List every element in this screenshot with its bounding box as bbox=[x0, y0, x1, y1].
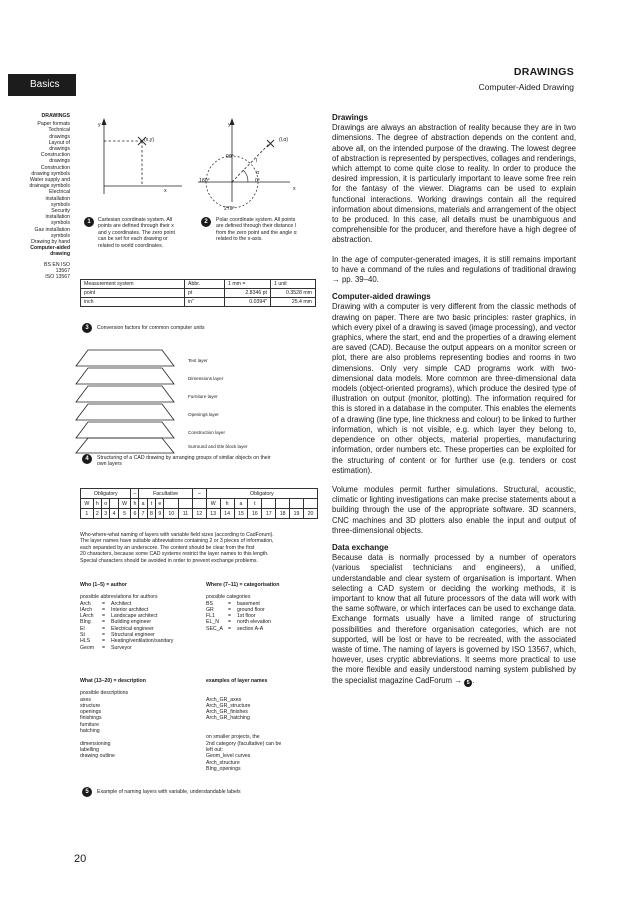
sidebar-item: installation bbox=[45, 195, 70, 202]
list-item: axes bbox=[80, 696, 91, 703]
figure-caption: Structuring of a CAD drawing by arranging groups of similar objects on their own layers bbox=[97, 455, 271, 468]
list-item: Arch_GR_structure bbox=[206, 702, 251, 709]
section-heading: Where (7–11) = categorisation bbox=[206, 582, 280, 588]
paragraph: Drawings are always an abstraction of reality because they are in two dimensions. The degree of abstraction depends on the content and, above all, on the intended purpose of the drawing. The lowest degree of abstraction is represented by perspectives, collages and renderings, which attempt to come quite close to reality. In order to produce the desired impression, it is particularly important to leave some free rein for the fantasy of the viewer. Diagrams can be used to explain functional interactions. Working drawings contain all the required information about dimensions, materials and arrangement of the object to be produced. In this case, all details must be unambiguous and comprehensible for the producer, and therefore have a high degree of abstraction. bbox=[332, 123, 577, 245]
list-item: labelling bbox=[80, 746, 100, 753]
list-item: FL1 = 1st floor bbox=[206, 613, 256, 620]
table-cell bbox=[276, 499, 290, 509]
table-cell bbox=[179, 499, 193, 509]
table-cell: 13 bbox=[206, 509, 220, 519]
section-heading: Data exchange bbox=[332, 542, 389, 552]
page-number: 20 bbox=[74, 853, 87, 865]
layer-name-table bbox=[80, 488, 318, 519]
y-axis-label: y bbox=[228, 122, 231, 128]
table-cell bbox=[290, 499, 304, 509]
table-cell: 7 bbox=[139, 509, 147, 519]
table-row bbox=[81, 289, 316, 298]
table-cell bbox=[262, 499, 276, 509]
table-cell: 16 bbox=[248, 509, 262, 519]
list-item: El = Electrical engineer bbox=[80, 625, 154, 632]
table-header-row bbox=[81, 280, 316, 289]
sidebar-item: Security bbox=[51, 208, 70, 215]
list-item: IArch = Interior architect bbox=[80, 606, 149, 613]
table-cell: 9 bbox=[156, 509, 164, 519]
table-row bbox=[81, 509, 318, 519]
table-cell: t bbox=[147, 499, 155, 509]
list-item: left out: bbox=[206, 746, 224, 753]
table-cell: W bbox=[118, 499, 131, 509]
angle-label: 0° bbox=[255, 178, 260, 184]
table-cell: 5 bbox=[118, 509, 131, 519]
table-cell: inch bbox=[81, 298, 185, 307]
table-cell: h bbox=[93, 499, 101, 509]
table-cell: point bbox=[81, 289, 185, 298]
polar-diagram bbox=[190, 114, 320, 214]
layer-label: Openings layer bbox=[188, 412, 219, 417]
table-header: 1 unit bbox=[271, 280, 316, 289]
sidebar-item: drainage symbols bbox=[29, 183, 70, 190]
table-cell: h bbox=[131, 499, 139, 509]
page-subtitle: Computer-Aided Drawing bbox=[478, 82, 574, 92]
list-item: LArch = Landscape architect bbox=[80, 613, 158, 620]
layer-label: Furniture layer bbox=[188, 394, 218, 399]
who-section: Who (1–5) = author possible abbreviations for authors Arch = Architect IArch = Interior architect LArch = Landscape architect BIng = Building engineer El = Electrical engineer St = Structural engineer HLS = Heating/ventilation/sanitary Geom = Surveyor bbox=[80, 582, 200, 651]
sidebar-item: BS EN ISO bbox=[44, 261, 70, 268]
distance-symbol: l bbox=[256, 158, 258, 164]
list-item: structure bbox=[80, 702, 101, 709]
table-row bbox=[81, 499, 318, 509]
list-item: openings bbox=[80, 709, 102, 716]
list-item: GR = ground floor bbox=[206, 606, 265, 613]
section-heading: Who (1–5) = author bbox=[80, 582, 127, 588]
sidebar-item: installation bbox=[45, 214, 70, 221]
layer-label: Surround and title block layer bbox=[188, 444, 248, 449]
figure-caption: Polar coordinate system. All points are defined through their distance l from the zero point and the angle α related to the x-axis. bbox=[216, 217, 297, 243]
section-tab: Basics bbox=[8, 74, 76, 96]
table-cell bbox=[303, 499, 317, 509]
conversion-table bbox=[80, 279, 316, 307]
page-title: DRAWINGS bbox=[513, 66, 574, 78]
table-cell: 6 bbox=[131, 509, 139, 519]
angle-label: 90° bbox=[226, 154, 234, 160]
sidebar-nav bbox=[8, 113, 70, 280]
table-cell bbox=[192, 499, 206, 509]
sidebar-item: Drawing by hand bbox=[31, 239, 70, 246]
list-item: St = Structural engineer bbox=[80, 632, 155, 639]
list-item: Arch_GR_hatching bbox=[206, 715, 250, 722]
table-cell: 19 bbox=[290, 509, 304, 519]
point-label: (l,α) bbox=[279, 137, 289, 143]
sidebar-item: drawing symbols bbox=[31, 170, 70, 177]
table-header: Measurement system bbox=[81, 280, 185, 289]
list-item: Arch_GR_axes bbox=[206, 696, 242, 703]
sidebar-item: symbols bbox=[50, 201, 70, 208]
table-cell: 17 bbox=[262, 509, 276, 519]
sidebar-item: Layout of bbox=[48, 139, 70, 146]
list-item: HLS = Heating/ventilation/sanitary bbox=[80, 638, 174, 645]
table-cell: – bbox=[131, 489, 139, 499]
layer-label: Text layer bbox=[188, 358, 208, 363]
table-row bbox=[81, 489, 318, 499]
y-axis-label: y bbox=[98, 122, 101, 128]
body-text bbox=[332, 113, 576, 687]
list-item: Arch_structure bbox=[206, 759, 240, 766]
list-item: 2nd category (facultative) can be bbox=[206, 740, 282, 747]
layers-diagram bbox=[74, 346, 194, 456]
paragraph: In the age of computer-generated images, it is still remains important to have a command of the rules and regulations of traditional drawing → pp. 39–40. bbox=[332, 254, 576, 285]
list-item: furniture bbox=[80, 721, 100, 728]
figure-reference: 5 bbox=[464, 679, 472, 687]
figure-number: 3 bbox=[82, 323, 92, 333]
table-cell: Obligatory bbox=[206, 489, 317, 499]
sidebar-item: Technical bbox=[48, 127, 70, 134]
table-cell: 20 bbox=[303, 509, 317, 519]
sidebar-item: DRAWINGS bbox=[41, 113, 70, 119]
table-cell: o bbox=[102, 499, 110, 509]
table-cell: h bbox=[220, 499, 234, 509]
table-cell: 14 bbox=[220, 509, 234, 519]
layer-label: Dimensions layer bbox=[188, 376, 224, 381]
sidebar-item: Construction bbox=[40, 164, 70, 171]
figure-caption: Example of naming layers with variable, understandable labels bbox=[97, 789, 241, 795]
list-item: dimensioning bbox=[80, 740, 111, 747]
list-item: Arch = Architect bbox=[80, 600, 132, 607]
table-cell: 1 bbox=[81, 509, 94, 519]
table-header: 1 mm = bbox=[225, 280, 271, 289]
list-item: finishings bbox=[80, 715, 102, 722]
angle-label: 180° bbox=[199, 178, 210, 184]
examples-section bbox=[206, 678, 326, 772]
sidebar-item: 13567 bbox=[55, 267, 70, 274]
sidebar-item: Paper formats bbox=[37, 121, 70, 128]
sidebar-item-active: Computer-aided bbox=[30, 245, 70, 252]
layer-label: Construction layer bbox=[188, 430, 226, 435]
table-cell: 11 bbox=[179, 509, 193, 519]
table-cell: 0.3528 mm bbox=[271, 289, 316, 298]
table-cell: 12 bbox=[192, 509, 206, 519]
figure-caption: Conversion factors for common computer units bbox=[97, 325, 205, 331]
figure-number: 1 bbox=[84, 217, 94, 227]
list-item: Geom = Surveyor bbox=[80, 644, 132, 651]
table-cell: 2.8346 pt bbox=[225, 289, 271, 298]
x-axis-label: x bbox=[293, 186, 296, 192]
table-cell: 18 bbox=[276, 509, 290, 519]
table-header: Abbr. bbox=[185, 280, 225, 289]
list-item: BIng = Building engineer bbox=[80, 619, 152, 626]
sidebar-item: Construction bbox=[40, 152, 70, 159]
sidebar-item: drawings bbox=[49, 146, 70, 153]
list-item: SEC_A = section A-A bbox=[206, 625, 264, 632]
list-item: Arch_GR_finishes bbox=[206, 709, 248, 716]
figure-number: 4 bbox=[82, 454, 92, 464]
table-cell bbox=[110, 499, 118, 509]
sidebar-item-active: drawing bbox=[50, 251, 70, 258]
sidebar-item: Electrical bbox=[48, 189, 70, 196]
angle-symbol: α bbox=[256, 170, 259, 176]
sidebar-item: Gas installation bbox=[34, 226, 70, 233]
paragraph: Volume modules permit further simulations. Structural, acoustic, climatic or lighting investigations can make precise statements about a building through the use of the appropriate software. 3D scanners, CNC machines and 3D plotters also enable the input and output of three-dimensional objects. bbox=[332, 484, 576, 535]
table-cell: a bbox=[139, 499, 147, 509]
figure-number: 5 bbox=[82, 787, 92, 797]
figure-number: 2 bbox=[201, 217, 211, 227]
table-cell: W bbox=[206, 499, 220, 509]
table-cell: a bbox=[234, 499, 248, 509]
table-cell: e bbox=[156, 499, 164, 509]
list-item: Geom_level curves bbox=[206, 753, 251, 760]
sidebar-item: drawings bbox=[49, 133, 70, 140]
table-cell: 2 bbox=[93, 509, 101, 519]
section-heading: Drawings bbox=[332, 113, 369, 122]
list-item: on smaller projects, the bbox=[206, 734, 260, 741]
figure-caption: Cartesian coordinate system. All points are defined through their x and y coordinates. The zero point can be set for each drawing or related to world coordinates. bbox=[98, 217, 175, 249]
point-label: (x,y) bbox=[144, 137, 155, 143]
table-cell: 10 bbox=[164, 509, 179, 519]
x-axis-label: x bbox=[164, 188, 167, 194]
table-cell bbox=[164, 499, 179, 509]
table-cell: 8 bbox=[147, 509, 155, 519]
table-cell: – bbox=[192, 489, 206, 499]
table-cell: in" bbox=[185, 298, 225, 307]
table-cell: 15 bbox=[234, 509, 248, 519]
sidebar-item: ISO 13567 bbox=[45, 274, 70, 281]
table-cell: Obligatory bbox=[81, 489, 131, 499]
list-item: hatching bbox=[80, 728, 100, 735]
table-cell: pt bbox=[185, 289, 225, 298]
sidebar-item: symbols bbox=[50, 232, 70, 239]
paragraph: Because data is normally processed by a number of operators (various specialist technicians and engineers), a unified, understandable and clear system of organisation is important. When selecting a CAD system or deciding the working methods, it is important to know that all future processors of the data will work with the same software, or which interfaces can be used to exchange data. Exchange formats usually have a limited range of structuring possibilities and therefore organisation categories, which are not supported, will be lost or have to be recreated, with the associated waste of time. The naming of layers is governed by ISO 13567, which, however, uses cryptic abbreviations. It seems more practical to use the more flexible and easily understood naming system published by the specialist magazine CadForum → 5 . bbox=[332, 553, 576, 686]
table-cell: t bbox=[248, 499, 262, 509]
sidebar-item: symbols bbox=[50, 220, 70, 227]
what-section: What (13–20) = description possible descriptions axes structure openings finishings furniture hatching dimensioning labelling drawing outline bbox=[80, 678, 200, 760]
table-cell: 4 bbox=[110, 509, 118, 519]
table-cell: 3 bbox=[102, 509, 110, 519]
table-row bbox=[81, 298, 316, 307]
paragraph: Drawing with a computer is very different from the classic methods of drawing on paper. There are two basic principles: raster graphics, in which every pixel of a drawing is saved (image processing), and vector graphics, where the start, end and the properties of a drawing element are saved (CAD). Because the output appears on a monitor screen or plot, there are also problems representing bodies and rooms in two dimensions. Only very simple CAD programs work with two-dimensional data models. More common are three-dimensional data models (object-oriented programs), which produce the desired type of illustration on output (monitor, plotting). The information required for this is stored in a database in the computer. This enables the elements of a drawing (line type, line thickness and colour) to be linked to further information, which is not visible, e.g. which layer they belong to, dependence on other objects, material properties, manufacturing information, order numbers etc. These properties can be exploited for the structuring of content or for further use (e.g. tenders or cost estimation). bbox=[332, 302, 577, 475]
sidebar-item: Water supply and bbox=[29, 177, 70, 184]
list-item: BIng_openings bbox=[206, 765, 241, 772]
section-heading: Computer-aided drawings bbox=[332, 292, 431, 302]
angle-label: 270° bbox=[224, 206, 235, 212]
table-cell: 0.0394" bbox=[225, 298, 271, 307]
sidebar-item: drawings bbox=[49, 158, 70, 165]
where-section: Where (7–11) = categorisation possible categories BS = basement GR = ground floor FL1 = 1st floor EL_N = north elevation SEC_A = section A-A bbox=[206, 582, 326, 632]
section-heading: examples of layer names bbox=[206, 678, 268, 684]
list-item: drawing outline bbox=[80, 753, 115, 760]
list-item: EL_N = north elevation bbox=[206, 619, 272, 626]
section-heading: What (13–20) = description bbox=[80, 678, 146, 684]
table-cell: 25.4 mm bbox=[271, 298, 316, 307]
layer-explanation: Who-where-what naming of layers with variable field sizes (according to CadForum). The layer names have suitable abbreviations containing 2 or 3 pieces of information, each separated by an underscore. The content should be clear from the first 20 characters, because some CAD systems restrict the layer names to this length. Special characters should be avoided in order to prevent exchange problems. bbox=[80, 532, 274, 564]
list-item: BS = basement bbox=[206, 600, 260, 607]
table-cell: Facultative bbox=[139, 489, 192, 499]
table-cell: W bbox=[81, 499, 94, 509]
